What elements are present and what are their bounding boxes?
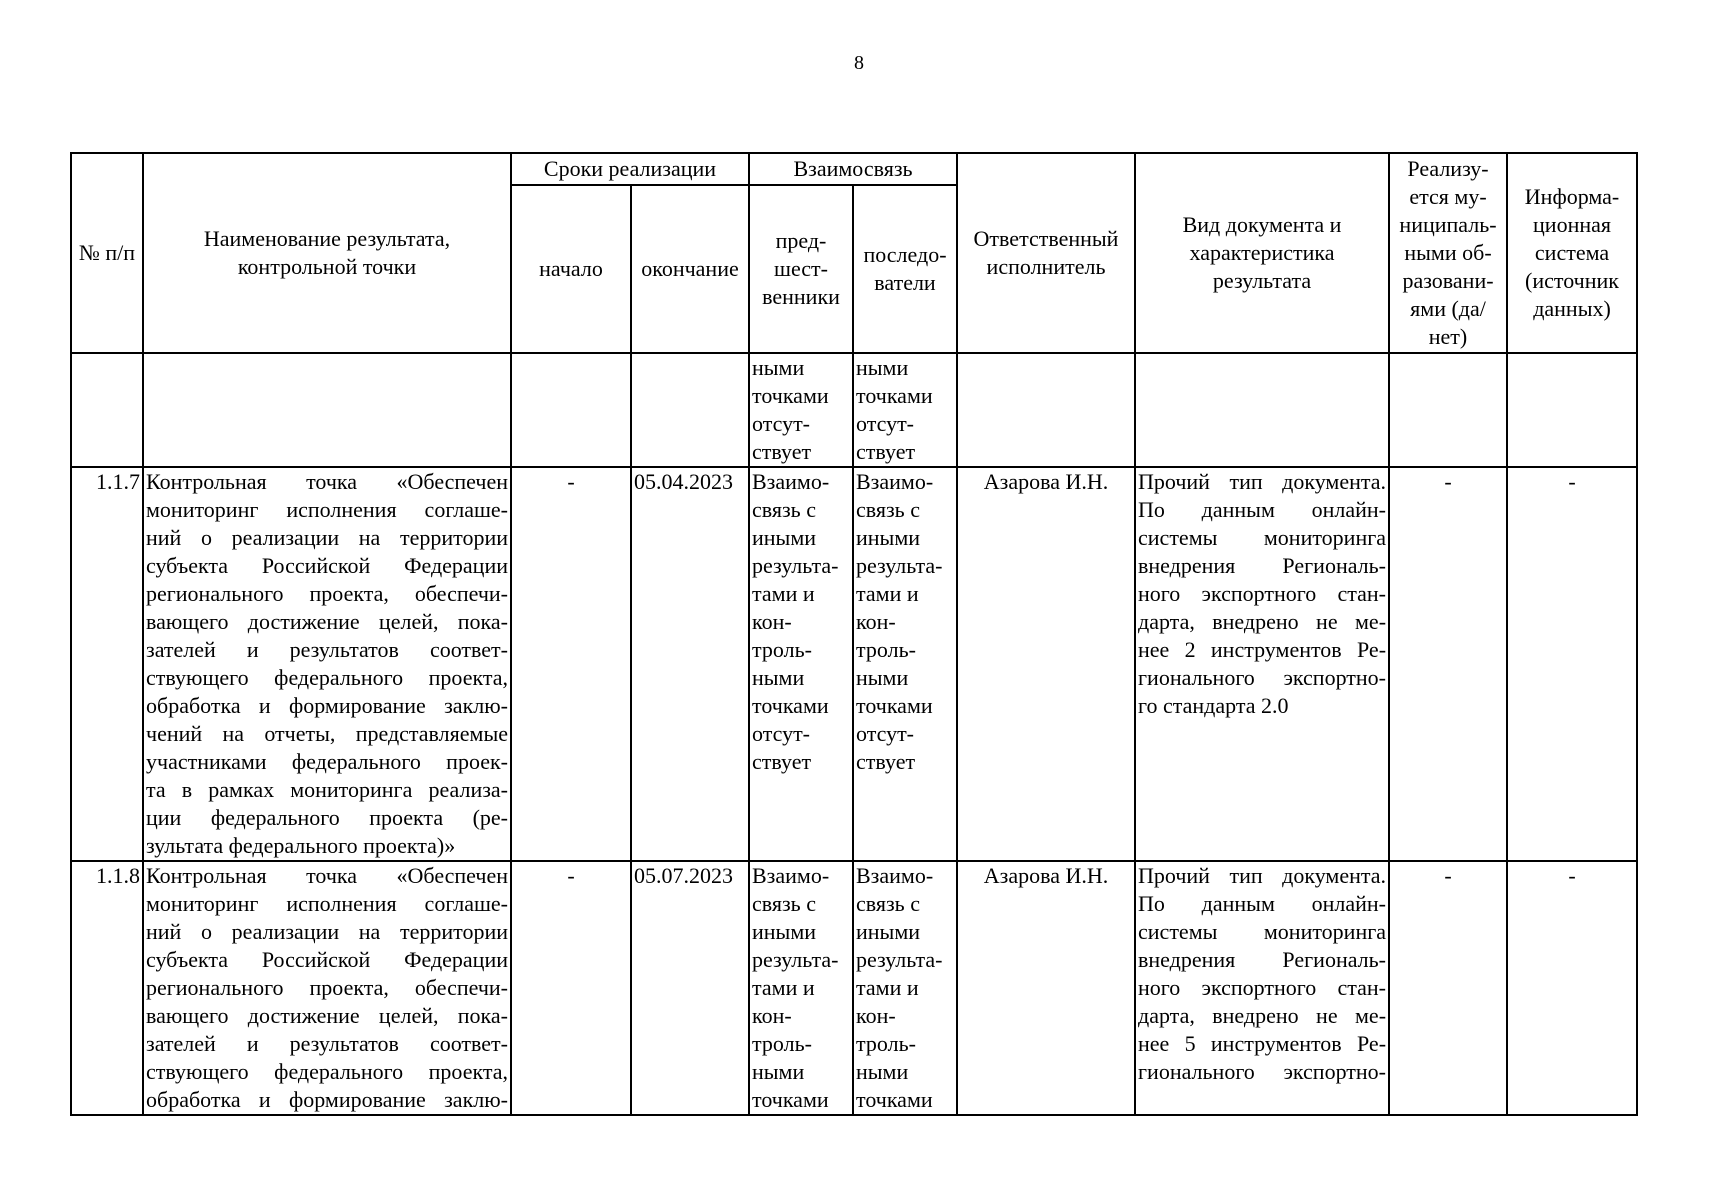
text-line: внедрения Региональ-: [1138, 947, 1387, 972]
row-successors: [853, 861, 957, 1115]
row-predecessors: [749, 861, 853, 1115]
text-line: системы мониторинга: [1138, 919, 1387, 944]
text-line: Контрольная точка «Обеспечен: [146, 469, 508, 494]
text-line: обработка и формирование заклю-: [146, 693, 508, 718]
text-line: ного экспортного стан-: [1138, 581, 1387, 606]
row-start: -: [511, 861, 631, 1115]
text-line: ными: [856, 665, 909, 690]
text-line: гионального экспортно-: [1138, 1059, 1387, 1084]
header-terms: Сроки реализации: [511, 153, 749, 185]
text-line: ствующего федерального проекта,: [146, 665, 508, 690]
cont-municipal: [1389, 353, 1507, 467]
row-number: 1.1.7: [71, 467, 143, 861]
text-line: ными: [856, 355, 909, 380]
text-line: дарта, внедрено не ме-: [1138, 609, 1387, 634]
cont-name: [143, 353, 511, 467]
text-line: Прочий тип документа.: [1138, 863, 1387, 888]
text-line: ствует: [856, 439, 916, 464]
text-line: ными: [752, 355, 805, 380]
header-name: Наименование результата, контрольной точки: [143, 153, 511, 353]
row-name: [143, 861, 511, 1115]
text-line: тами и: [752, 975, 815, 1000]
row-end: 05.07.2023: [631, 861, 749, 1115]
text-line: иными: [856, 919, 921, 944]
text-line: ции федерального проекта (ре-: [146, 805, 508, 830]
table-row: [71, 861, 1637, 1115]
continuation-row: [71, 353, 1637, 467]
text-line: участниками федерального проек-: [146, 749, 508, 774]
text-line: гионального экспортно-: [1138, 665, 1387, 690]
header-row-1: [71, 153, 1637, 185]
text-line: точками: [856, 1087, 933, 1112]
text-line: кон-: [856, 609, 896, 634]
text-line: троль-: [752, 1031, 812, 1056]
row-municipal: -: [1389, 861, 1507, 1115]
text-line: дарта, внедрено не ме-: [1138, 1003, 1387, 1028]
text-line: Контрольная точка «Обеспечен: [146, 863, 508, 888]
cont-start: [511, 353, 631, 467]
header-responsible: Ответственный исполнитель: [957, 153, 1135, 353]
cont-predecessors: [749, 353, 853, 467]
text-line: связь с: [856, 891, 920, 916]
text-line: обработка и формирование заклю-: [146, 1087, 508, 1112]
header-municipal: Реализу-ется му-ниципаль-ными об-разовани-ями (да/нет): [1389, 153, 1507, 353]
text-line: ными: [752, 665, 805, 690]
text-line: троль-: [856, 1031, 916, 1056]
text-line: чений на отчеты, представляемые: [146, 721, 508, 746]
text-line: отсут-: [856, 411, 915, 436]
text-line: связь с: [752, 891, 816, 916]
row-doc-type: [1135, 861, 1389, 1115]
text-line: тами и: [856, 975, 919, 1000]
text-line: ствует: [856, 749, 916, 774]
text-line: мониторинг исполнения соглаше-: [146, 891, 508, 916]
text-line: связь с: [856, 497, 920, 522]
row-doc-type: [1135, 467, 1389, 861]
header-successors: последо-ватели: [853, 185, 957, 353]
plan-table: [70, 152, 1638, 1116]
text-line: кон-: [752, 609, 792, 634]
header-relation: Взаимосвязь: [749, 153, 957, 185]
header-doc-type: Вид документа и характеристика результата: [1135, 153, 1389, 353]
text-line: ными: [856, 1059, 909, 1084]
text-line: точками: [752, 693, 829, 718]
cont-successors: [853, 353, 957, 467]
table-row: [71, 467, 1637, 861]
text-line: Взаимо-: [856, 469, 934, 494]
text-line: связь с: [752, 497, 816, 522]
header-num: № п/п: [71, 153, 143, 353]
page-number: 8: [854, 52, 864, 74]
row-predecessors: [749, 467, 853, 861]
text-line: троль-: [856, 637, 916, 662]
text-line: результа-: [752, 553, 839, 578]
text-line: результа-: [856, 947, 943, 972]
text-line: системы мониторинга: [1138, 525, 1387, 550]
text-line: зультата федерального проекта)»: [146, 833, 456, 858]
header-predecessors: пред-шест-венники: [749, 185, 853, 353]
text-line: зателей и результатов соответ-: [146, 1031, 508, 1056]
text-line: ствует: [752, 439, 812, 464]
text-line: ного экспортного стан-: [1138, 975, 1387, 1000]
text-line: субъекта Российской Федерации: [146, 553, 508, 578]
text-line: точками: [856, 383, 933, 408]
header-end: окончание: [631, 185, 749, 353]
text-line: точками: [752, 383, 829, 408]
row-info-system: -: [1507, 861, 1637, 1115]
text-line: вающего достижение целей, пока-: [146, 1003, 508, 1028]
text-line: регионального проекта, обеспечи-: [146, 975, 508, 1000]
text-line: По данным онлайн-: [1138, 891, 1387, 916]
text-line: ний о реализации на территории: [146, 525, 508, 550]
header-start: начало: [511, 185, 631, 353]
row-responsible: Азарова И.Н.: [957, 467, 1135, 861]
text-line: точками: [856, 693, 933, 718]
cont-end: [631, 353, 749, 467]
text-line: нее 5 инструментов Ре-: [1138, 1031, 1387, 1056]
row-end: 05.04.2023: [631, 467, 749, 861]
text-line: отсут-: [752, 721, 811, 746]
text-line: отсут-: [856, 721, 915, 746]
row-info-system: -: [1507, 467, 1637, 861]
cont-num: [71, 353, 143, 467]
row-municipal: -: [1389, 467, 1507, 861]
text-line: Взаимо-: [856, 863, 934, 888]
text-line: субъекта Российской Федерации: [146, 947, 508, 972]
row-name: [143, 467, 511, 861]
cont-doc-type: [1135, 353, 1389, 467]
text-line: иными: [752, 525, 817, 550]
text-line: регионального проекта, обеспечи-: [146, 581, 508, 606]
text-line: троль-: [752, 637, 812, 662]
text-line: вающего достижение целей, пока-: [146, 609, 508, 634]
text-line: внедрения Региональ-: [1138, 553, 1387, 578]
text-line: та в рамках мониторинга реализа-: [146, 777, 508, 802]
text-line: кон-: [856, 1003, 896, 1028]
header-info-system: Информа-ционная система (источник данных): [1507, 153, 1637, 353]
text-line: кон-: [752, 1003, 792, 1028]
row-responsible: Азарова И.Н.: [957, 861, 1135, 1115]
row-successors: [853, 467, 957, 861]
text-line: Взаимо-: [752, 469, 830, 494]
text-line: нее 2 инструментов Ре-: [1138, 637, 1387, 662]
text-line: результа-: [856, 553, 943, 578]
text-line: иными: [856, 525, 921, 550]
text-line: ствующего федерального проекта,: [146, 1059, 508, 1084]
cont-responsible: [957, 353, 1135, 467]
text-line: отсут-: [752, 411, 811, 436]
row-number: 1.1.8: [71, 861, 143, 1115]
text-line: ными: [752, 1059, 805, 1084]
text-line: зателей и результатов соответ-: [146, 637, 508, 662]
text-line: мониторинг исполнения соглаше-: [146, 497, 508, 522]
text-line: точками: [752, 1087, 829, 1112]
text-line: ний о реализации на территории: [146, 919, 508, 944]
text-line: иными: [752, 919, 817, 944]
text-line: результа-: [752, 947, 839, 972]
text-line: По данным онлайн-: [1138, 497, 1387, 522]
text-line: тами и: [856, 581, 919, 606]
text-line: тами и: [752, 581, 815, 606]
row-start: -: [511, 467, 631, 861]
text-line: Прочий тип документа.: [1138, 469, 1387, 494]
text-line: ствует: [752, 749, 812, 774]
text-line: го стандарта 2.0: [1138, 693, 1289, 718]
text-line: Взаимо-: [752, 863, 830, 888]
cont-info-system: [1507, 353, 1637, 467]
